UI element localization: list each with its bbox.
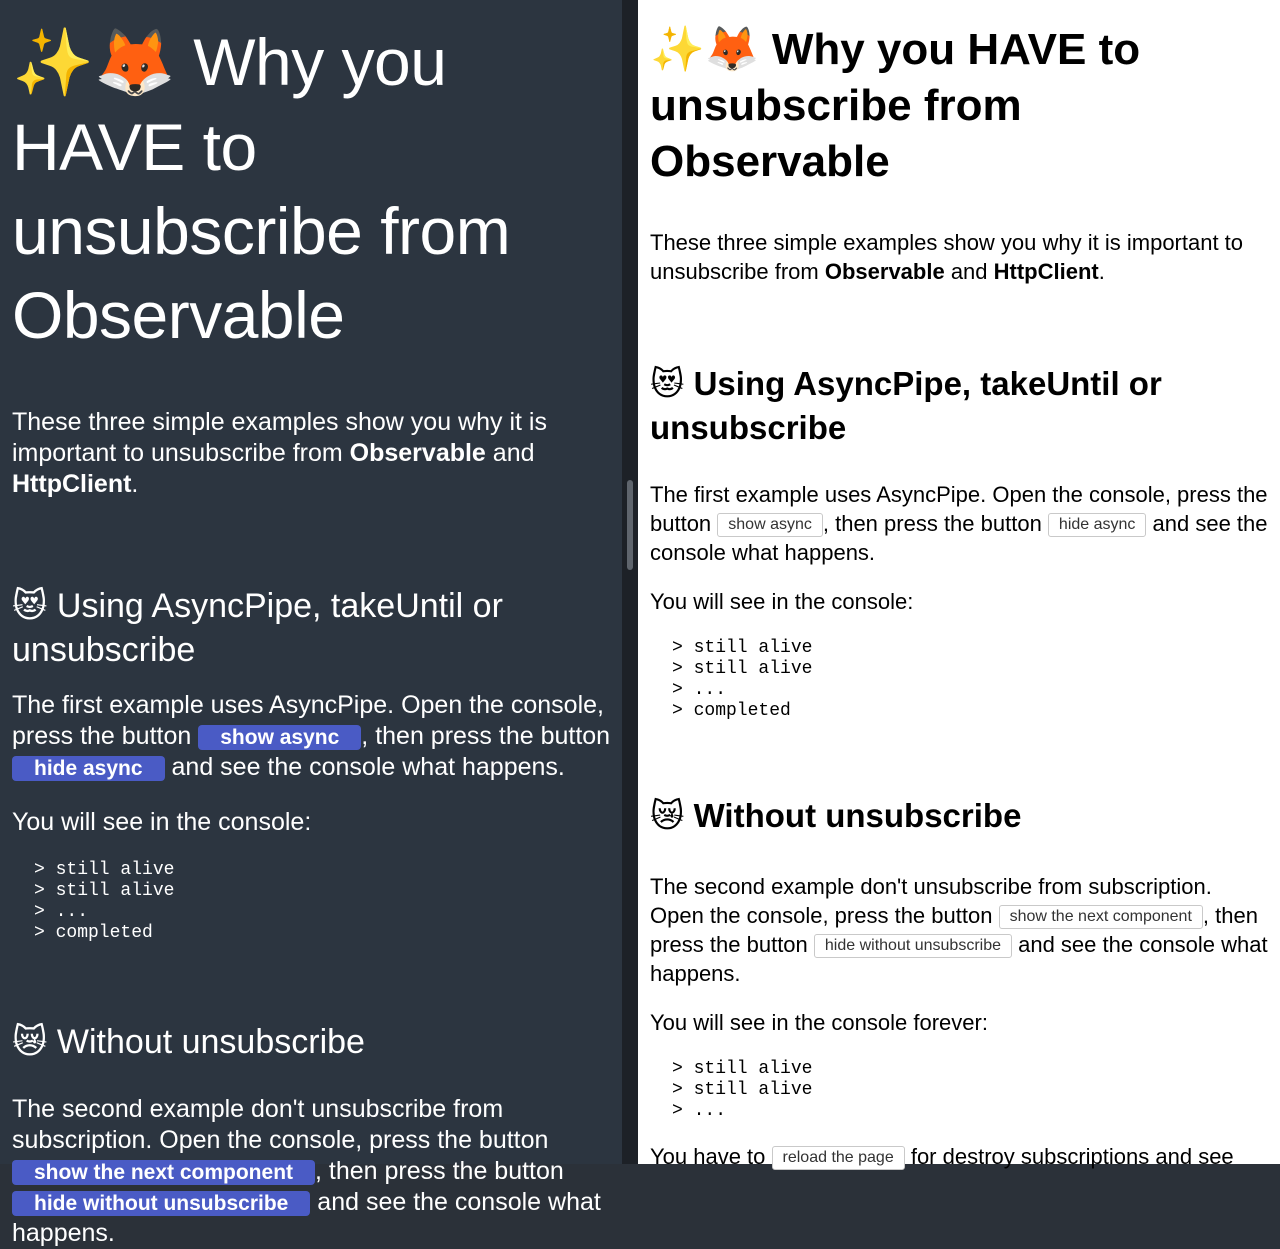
crying-cat-icon: 😿: [12, 1022, 48, 1062]
console-output: [672, 1059, 1268, 1122]
page-title: ✨🦊 Why you HAVE to unsubscribe from Observable: [12, 24, 511, 352]
console-output: [34, 860, 612, 944]
heart-eyes-cat-icon: 😻: [650, 364, 685, 403]
console-line: > still alive: [34, 881, 175, 901]
reload-page-button[interactable]: reload the page: [772, 1146, 905, 1170]
section-async-heading: 😻 Using AsyncPipe, takeUntil or unsubscribe: [12, 586, 503, 669]
sparkles-fox-icon: ✨🦊: [650, 24, 760, 75]
intro-paragraph: These three simple examples show you why it is important to unsubscribe from Observable and HttpClient.: [650, 230, 1244, 284]
show-next-component-button[interactable]: show the next component: [12, 1160, 315, 1185]
hide-without-unsubscribe-button[interactable]: hide without unsubscribe: [12, 1191, 310, 1216]
sparkles-fox-icon: ✨🦊: [12, 24, 176, 101]
reload-paragraph: You have to reload the page for destroy subscriptions and see: [650, 1144, 1234, 1169]
section-without-heading: 😿 Without unsubscribe: [650, 796, 1022, 835]
console-line: > still alive: [672, 659, 813, 679]
console-line: > still alive: [672, 1080, 813, 1100]
light-theme-pane: [638, 0, 1280, 1169]
dark-theme-pane: [0, 0, 622, 1247]
page-title: ✨🦊 Why you HAVE to unsubscribe from Observable: [650, 24, 1141, 186]
console-line: > ...: [34, 902, 89, 922]
console-forever-intro: You will see in the console forever:: [650, 1010, 988, 1035]
console-line: > ...: [672, 1101, 727, 1121]
show-async-button[interactable]: show async: [198, 725, 361, 750]
hide-async-button[interactable]: hide async: [12, 756, 165, 781]
show-next-component-button[interactable]: show the next component: [999, 905, 1203, 929]
hide-async-button[interactable]: hide async: [1048, 513, 1147, 537]
console-intro: You will see in the console:: [650, 589, 914, 614]
hide-without-unsubscribe-button[interactable]: hide without unsubscribe: [814, 934, 1012, 958]
heart-eyes-cat-icon: 😻: [12, 586, 48, 626]
section-without-paragraph: The second example don't unsubscribe from subscription. Open the console, press the button show the next component , then press the button hide without unsubscribe and see the console what happens.: [12, 1095, 601, 1247]
console-intro: You will see in the console:: [12, 808, 312, 836]
console-line: > completed: [34, 923, 153, 943]
show-async-button[interactable]: show async: [717, 513, 823, 537]
console-line: > still alive: [672, 638, 813, 658]
section-async-paragraph: The first example uses AsyncPipe. Open the console, press the button show async , then press the button hide async and see the console what happens.: [12, 691, 611, 781]
section-without-heading: 😿 Without unsubscribe: [12, 1022, 365, 1062]
section-async-heading: 😻 Using AsyncPipe, takeUntil or unsubscribe: [650, 364, 1162, 446]
console-line: > still alive: [34, 860, 175, 880]
section-without-paragraph: The second example don't unsubscribe from subscription. Open the console, press the button show the next component , then press the button hide without unsubscribe and see the console what happens.: [650, 874, 1268, 986]
intro-paragraph: These three simple examples show you why it is important to unsubscribe from Observable and HttpClient.: [12, 408, 547, 498]
console-output: [672, 638, 1268, 722]
console-line: > still alive: [672, 1059, 813, 1079]
divider-handle[interactable]: [627, 480, 633, 570]
console-line: > completed: [672, 701, 791, 721]
console-line: > ...: [672, 680, 727, 700]
split-divider[interactable]: [622, 0, 638, 1164]
crying-cat-icon: 😿: [650, 796, 685, 835]
section-async-paragraph: The first example uses AsyncPipe. Open the console, press the button show async , then press the button hide async and see the console what happens.: [650, 482, 1268, 565]
